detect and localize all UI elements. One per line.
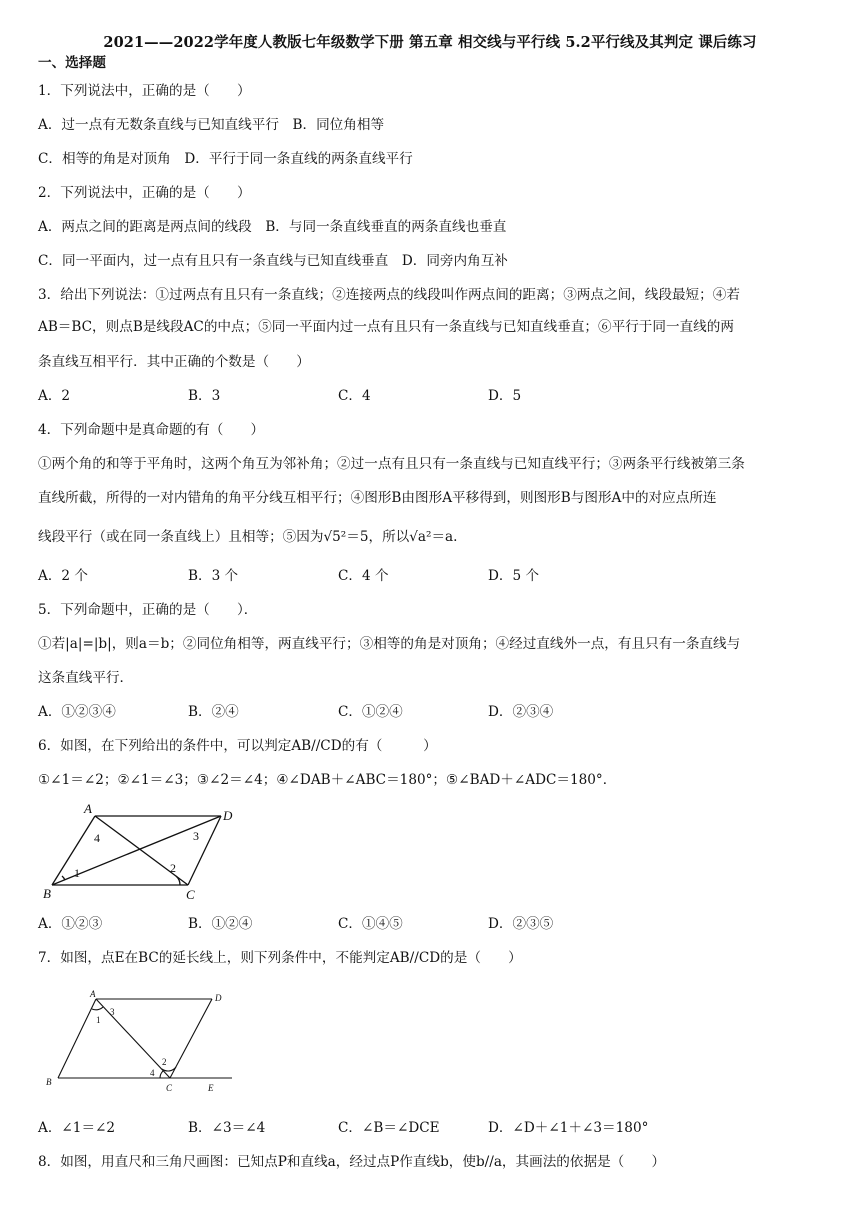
q6-label-a: A [84, 801, 92, 816]
q4-option-c: C．4 个 [338, 568, 389, 584]
q4-option-d: D．5 个 [488, 568, 540, 584]
q7-stem: 7．如图，点E在BC的延长线上，则下列条件中，不能判定AB//CD的是（ ） [38, 950, 522, 966]
q3-option-d: D．5 [488, 388, 522, 404]
q1-options-cd: C．相等的角是对顶角 D．平行于同一条直线的两条直线平行 [38, 151, 413, 167]
q5-line-1: ①若|a|=|b|，则a＝b；②同位角相等，两直线平行；③相等的角是对顶角；④经过直线外一点，有且只有一条直线与 [38, 636, 741, 652]
q7-label-angle-2: 2 [162, 1057, 167, 1067]
q7-segment-dc [170, 999, 212, 1078]
q5-stem: 5．下列命题中，正确的是（ ）． [38, 602, 258, 618]
q6-conditions: ①∠1＝∠2；②∠1＝∠3；③∠2＝∠4；④∠DAB＋∠ABC＝180°；⑤∠BAD＋∠ADC＝180°． [38, 772, 617, 788]
q7-label-c: C [166, 1083, 173, 1093]
q7-label-a: A [90, 989, 96, 999]
q2-options-ab: A．两点之间的距离是两点间的线段 B．与同一条直线垂直的两条直线也垂直 [38, 219, 507, 235]
q3-line-2: AB＝BC，则点B是线段AC的中点；⑤同一平面内过一点有且只有一条直线与已知直线垂直；⑥平行于同一直线的两 [38, 319, 734, 335]
q7-label-angle-3: 3 [110, 1007, 115, 1017]
q6-stem: 6．如图，在下列给出的条件中，可以判定AB//CD的有（ ） [38, 738, 437, 754]
q5-option-c: C．①②④ [338, 704, 403, 720]
q4-line-1: ①两个角的和等于平角时，这两个角互为邻补角；②过一点有且只有一条直线与已知直线平行；③两条平行线被第三条 [38, 456, 745, 472]
q6-parallelogram-figure [40, 800, 240, 900]
q3-option-b: B．3 [188, 388, 221, 404]
q1-stem: 1．下列说法中，正确的是（ ） [38, 83, 251, 99]
q5-option-d: D．②③④ [488, 704, 554, 720]
q7-label-b: B [46, 1077, 52, 1087]
q6-label-angle-3: 3 [193, 829, 199, 843]
q5-option-a: A．①②③④ [38, 704, 116, 720]
q6-angle-arc-1 [62, 876, 65, 880]
q7-option-d: D．∠D＋∠1＋∠3＝180° [488, 1120, 649, 1136]
q6-angle-arc-2 [176, 876, 180, 885]
section-heading: 一、选择题 [38, 55, 106, 71]
q4-stem: 4．下列命题中是真命题的有（ ） [38, 422, 265, 438]
q7-angle-arc-4 [160, 1071, 163, 1078]
q6-label-d: D [223, 808, 233, 823]
q3-option-a: A．2 [38, 388, 71, 404]
q7-option-b: B．∠3＝∠4 [188, 1120, 266, 1136]
q2-stem: 2．下列说法中，正确的是（ ） [38, 185, 251, 201]
q6-label-angle-1: 1 [74, 866, 80, 880]
q6-option-c: C．①④⑤ [338, 916, 403, 932]
q7-segment-ac [96, 999, 170, 1078]
q7-angle-arc-1 [92, 1007, 103, 1010]
q3-option-c: C．4 [338, 388, 371, 404]
q6-label-angle-2: 2 [170, 861, 176, 875]
q4-option-b: B．3 个 [188, 568, 239, 584]
q7-option-a: A．∠1＝∠2 [38, 1120, 116, 1136]
q7-label-angle-4: 4 [150, 1068, 155, 1078]
q7-segment-ab [58, 999, 96, 1078]
q6-option-d: D．②③⑤ [488, 916, 554, 932]
q2-options-cd: C．同一平面内，过一点有且只有一条直线与已知直线垂直 D．同旁内角互补 [38, 253, 508, 269]
q6-label-angle-4: 4 [94, 831, 100, 845]
q4-line-2: 直线所截，所得的一对内错角的角平分线互相平行；④图形B由图形A平移得到，则图形B与图形A中的对应点所连 [38, 490, 717, 506]
q4-line-3: 线段平行（或在同一条直线上）且相等；⑤因为√5²＝5，所以√a²＝a. [38, 529, 458, 545]
q6-option-a: A．①②③ [38, 916, 103, 932]
q6-segment-dc [188, 816, 221, 885]
q3-line-1: 3．给出下列说法：①过两点有且只有一条直线；②连接两点的线段叫作两点间的距离；③两点之间，线段最短；④若 [38, 287, 740, 303]
q5-line-2: 这条直线平行． [38, 670, 134, 686]
q7-parallelogram-figure [40, 985, 240, 1097]
q1-options-ab: A．过一点有无数条直线与已知直线平行 B．同位角相等 [38, 117, 385, 133]
q4-option-a: A．2 个 [38, 568, 88, 584]
q6-label-c: C [186, 887, 195, 900]
q6-option-b: B．①②④ [188, 916, 253, 932]
q8-stem: 8．如图，用直尺和三角尺画图：已知点P和直线a，经过点P作直线b，使b//a，其画法的依据是（ ） [38, 1154, 666, 1170]
q3-line-3: 条直线互相平行．其中正确的个数是（ ） [38, 354, 310, 370]
q5-option-b: B．②④ [188, 704, 239, 720]
q7-label-d: D [215, 993, 222, 1003]
q6-label-b: B [43, 886, 51, 900]
q7-label-e: E [208, 1083, 214, 1093]
q7-label-angle-1: 1 [96, 1015, 101, 1025]
worksheet-title: 2021——2022学年度人教版七年级数学下册 第五章 相交线与平行线 5.2平行线及其判定 课后练习 [103, 34, 757, 51]
q7-option-c: C．∠B＝∠DCE [338, 1120, 440, 1136]
